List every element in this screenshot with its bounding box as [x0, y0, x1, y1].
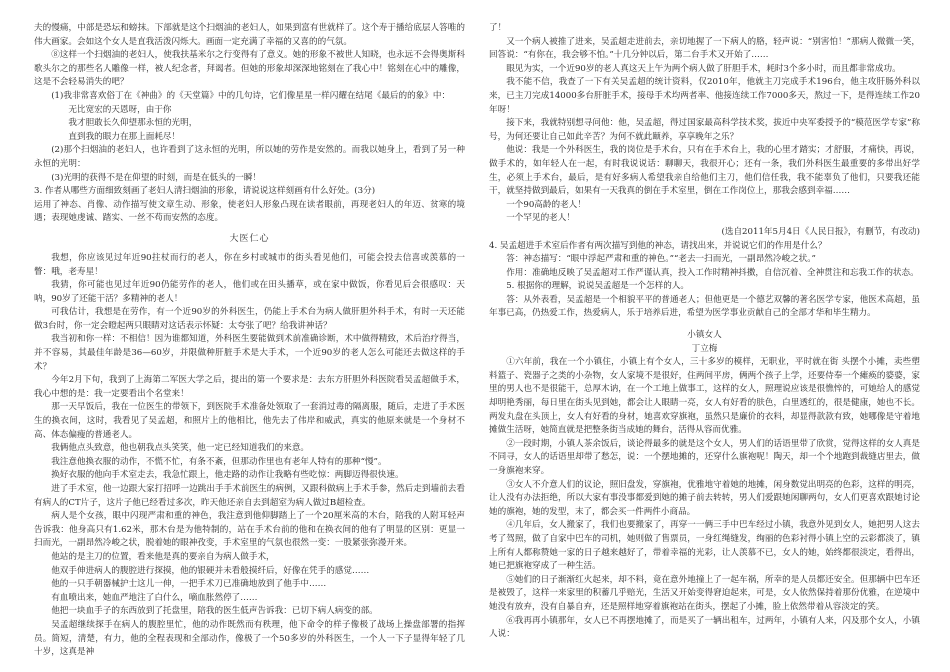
story-author: 丁立梅	[691, 343, 718, 354]
left-column	[34, 22, 465, 662]
paragraph: 我想，你应该见过年近90拄杖而行的老人，你在乡村或城市的街头看见他们，可能会投去信喜或羡慕的一瞥：哦，老寿星！	[34, 252, 465, 277]
paragraph: 病人是个女孩，眼中闪现严肃和重的神色，我注意到他仰脚踏上了一个20厘米高的木台，陪我的人附耳轻声告诉我：他身高只有1.62米，那木台是为他特制的，站在手术台前的他和在换衣间的他有了明显的区别：更显一扫而光，一副昂然冷峻之状，脱着她的眼神孜变，手术室里的气氛也很然一变：一股紧张弥漫开来。	[34, 511, 465, 549]
paragraph: 眼见为实，一个近90岁的老人真这天上午为两个病人做了肝胆手术，耗时3个多小时，而且都非常成功。	[506, 63, 901, 74]
paragraph: (1)我非常喜欢俗丁在《神曲》的《天堂篇》中的几句诗，它们像星星一样闪耀在结尾《最后的的象》中：	[51, 90, 451, 101]
paragraph: ③女人不介意人们的议论，照旧盘发，穿旗袍，优雅地守着她的地摊，闲身数觉出明亮的色彩，这样的明亮，让人没有办法拒绝，所以大家有事没事都爱到她的摊子前去转转，男人们爱跟她闲聊两句，女人们更喜欢跟她讨论她的旗袍，她的发型，末了，都会买一件两件小商品。	[489, 479, 920, 517]
question: 5. 根据你的理解，说说吴孟超是一个怎样的人。	[506, 281, 689, 292]
paragraph: ②一段时期，小镇人茶余饭后，谈论得最多的就是这个女人，男人们的话语里带了欣赏，觉得这样的女人真是不同寻，女人的话语里却带了愁怎，说：一个摆地摊的，还穿什么旗袍呢！陶天，却一个个地跑到裁缝店里去，做一身旗袍来穿。	[489, 438, 920, 476]
answer: 作用：准确地反映了吴孟超对工作严谨认真，投入工作时精神抖擞，自信沉着、全神贯注和忘我工作的状态。	[506, 267, 919, 278]
paragraph: (2)那个扫烟油的老妇人，也许看到了这永恒的光明，所以她的劳作是安然的。而我以她身上，看到了另一种永恒的光明：	[34, 145, 465, 169]
story-title: 小镇女人	[687, 330, 722, 341]
article-title: 大医仁心	[229, 233, 270, 244]
poem-line: 无比宽宏的天恩呀，由于你	[68, 104, 172, 115]
paragraph: 又一个病人被推了进来，吴孟超走进前去，亲切地握了一下病人的胳，轻声说：“别害怕！”那病人微微一笑，回答说：“有你在，我会够不怕。”十几分钟以后，第二台手术又开始了……	[489, 36, 920, 61]
paragraph: 了！	[489, 23, 507, 33]
paragraph: 进了手术室，他一边跟大家打招呼一边跳出手手术前医生的病例，又跟科做病上手术手参，然后走到墙前去看有病人的CT片子，这片子他已经看过多次，昨天他还亲自去到超室为病人做过B超检查。	[34, 484, 465, 508]
paragraph: 我猜，你可能也见过年近90仍能劳作的老人，他们或在田头播草，或在家中做饭，你看见后会很感叹：天呐，90岁了还能干活？多精神的老人！	[34, 280, 465, 304]
paragraph: 他双手伸进病人的腹腔进行探摸，他的银硬并未看般摸纤后，好像在凭手的感觉……	[51, 565, 370, 576]
source-line: (选自2011年5月4日《人民日报》，有删节，有改动)	[721, 226, 920, 237]
spacer	[489, 321, 920, 329]
poem-line: 我才胆敢长久仰望那永恒的光明，	[68, 118, 198, 129]
paragraph: 他把一块血手子的东西放到了托盘里，陪我的医生低声告诉我：已切下病人病变的部。	[51, 606, 378, 617]
paragraph: ⑧这样一个扫烟油的老妇人，使我扶基米尔之行变得有了意义。她的形象不被世人知晓，也永远不会得奥斯科歌头尔之的那些名人雕像一样，被人纪念者，拜谒者。但她的形象却深深地铭刻在了我心中！铭刻在心中的雕像，这是不会轻易消失的吧？	[34, 50, 465, 88]
paragraph: 今年2月下旬，我到了上海第二军医大学之后，提出的第一个要求是：去东方肝胆外科医院看吴孟超做手术，我心中想的是：我一定要看出个名堂来！	[34, 375, 465, 399]
answer: 答：神态描写：“眼中浮起严肃和重的神色。”“老去一扫而光，一副昂然冷峻之状。”	[506, 254, 816, 265]
paragraph: ④几年后，女人搬家了，我们也要搬家了，再穿一一俩三手中巴车经过小镇，我意外见到女人，她把男人这去考了驾照，做了自家中巴车的司机，她则做了售票员，一身红绳缝发，绚丽的色彩衬得小镇上空的云彩都淡了，镇上所有人都称赞她一家的日子越来越好了，带着幸福的光彩，让人羡慕不已，女人的她，始终都很淡定，看得出，她已把旗袍穿成了一种生活。	[489, 520, 920, 572]
paragraph: 我当初和你一样：不相信！因为谁都知道，外科医生要能做到术前准确诊断，术中做得精致，术后治疗得当，并不容易，其最佳年龄是36—60岁，并限做种肝脏手术是大手术，一个近90岁的老人怎么可能还去做这样的手术？	[34, 334, 465, 372]
answer: 运用了神态、肖像、动作描写使文章生动、形象，使老妇人形象凸现在读者眼前，再现老妇人的年迈、贫寒的境遇；表现她虔诚、踏实、一丝不苟而安然的态度。	[34, 199, 465, 224]
paragraph: 换好衣服的他向手术室走去，我急忙跟上，他走路的动作让我略有些吃惊：两脚迈得很快速。	[51, 470, 404, 481]
paragraph: ①六年前，我在一个小镇住，小镇上有个女人，三十多岁的模样，无职业，平时就在街 头摆个小摊，卖些塑料篮子、瓷器子之类的小杂物，女人家境不是很好，住两间平房，俩两个孩子上学，还要侍奉一个瘫痪的婆婆，家里的男人也不是很能干，总厚木讷，在一个工地上做事工，这样的女人，照理说应该是很憔悴的，可她给人的感觉却明艳秀丽，每日里在街头见到她，都会让人眼睛一亮，女人有好看的肤色，白里透红的，很是健康，她也不长。两发丸盘在头顶上，女人有好看的身材，她喜欢穿旗袍，虽然只是廉价的衣料，却显得款款有致，她哪像是守着地摊做生活呀，她简直就是把整条街当成她的舞台，活得从容而优雅。	[489, 357, 920, 436]
paragraph: ⑥我再再小镇那年，女人已不再摆地摊了，而是买了一辆出租车，过两年，小镇有人来，闪及那个女人，小镇人说：	[489, 615, 920, 640]
paragraph: 他站的是主刀的位置，看来他是真的要亲自为病人做手术，	[51, 551, 275, 562]
paragraph: 有血喷出来，她血严地注了白什么，嘀血胀然停了……	[51, 592, 258, 603]
paragraph: 我不能不信，我查了一下有关吴孟超的统计资料，仅2010年，他就主刀完成手术196台，他主攻肝肠外科以来，已主刀完成14000多台肝脏手术，接母手术均两者率、他接连续工作7000多天，熬过一下，是得连续工作20年呀！	[489, 77, 920, 115]
paragraph: 他的一只手朝器械护士这儿一伸，一把手术刀已准确地放到了他手中……	[51, 579, 327, 590]
right-column	[489, 22, 920, 662]
paragraph: 可我估计，我想是在劳作，有一个近90岁的外科医生，仍能上手术台为病人做肝胆外科手术，有时一天还能做3台时，你一定会瞪起两只眼睛对这话表示怀疑：太夸张了吧？给我讲神话？	[34, 307, 465, 331]
paragraph: 我俩他点头致意，他也朝我点头笑笑，他一定已经知道我们的来意。	[51, 443, 310, 454]
question: 3. 作者从哪些方面细致刻画了老妇人清扫烟油的形象，请说说这样刻画有什么好处。(3分)	[34, 186, 376, 197]
paragraph: ⑤她们的日子渐渐红火起来，却不料，竟在意外地撞上了一起车祸，所幸的是人员都还安全。但那辆中巴车还是被毁了，这样一来家里的积蓄几乎赔光，生活又开始变得窘迫起来，可是，女人依然保持着那份优雅，在逆境中她没有放弃，没有自暴自弃，还是照样地穿着旗袍站在街头，摆起了小摊，脸上依然带着从容淡定的笑。	[489, 574, 920, 612]
paragraph: 一个90高龄的老人！	[506, 199, 586, 210]
paragraph: 吴孟超继续探手在病人的腹腔里忙，他的动作既然而有秩理，他下命令的样子像极了战场上操盘部署的指挥员。简短，清楚，有力，他的全程表现和全部动作，像极了一个50多岁的外科医生，一个人一下子显得年轻了几十岁，这真是神	[34, 619, 465, 658]
paragraph: 他说：我是一个外科医生，我的岗位是手术台，只有在手术台上，我的心里才踏实；才舒服，才痛快，再说，做手术的，如年轻人在一起，有时我说说话：聊聊天，我很开心；还有一条，我们外科医生最重要的多带出好学生，必须上手术台，最后，是有好多病人希望我亲自给他们主刀，他们信任我，我不能辜负了他们，只要我还能干，就坚持做到最后，如果有一天我真的倒在手术室里，倒在工作岗位上，那我会感到幸福……	[489, 145, 920, 197]
paragraph: 一个罕见的老人！	[506, 213, 575, 224]
paragraph: (3)光明的获得不是在仰望的时刻，而是在低头的一瞬！	[51, 172, 262, 183]
answer: 答：从外表看，吴孟超是一个相貌平平的普通老人；但他更是一个德艺双馨的著名医学专家，他医术高超，虽年事已高，仍热爱工作，热爱病人，乐于培养后进，希望为医学事业贡献自己的全部才华和毕生精力。	[489, 294, 920, 319]
paragraph: 接下来，我就特别想寻问他：他，吴孟超，得过国家最高科学技术奖，拔近中央军委授予的“模范医学专家”称号，为何还要让自己如此辛苦？为何不就此颐养，享享晚年之乐？	[489, 118, 920, 142]
paragraph: 夫的慢痛，中部是恐坛和螃抹。下部就是这个扫烟油的老妇人，如果到富有世就样了。这个寿于播给底层人答唯的伟大画家。会如这个女人是直我活泼闪烁大。画面一定充满了幸福的又喜的的气氛。	[34, 23, 465, 47]
poem-line: 直到我的眼力在那上面耗尽！	[68, 131, 181, 142]
paragraph: 我注意他换衣服的动作，不慌不忙，有条不紊，但那动作里也有老年人特有的那种“慢”。	[51, 456, 387, 467]
paragraph: 那一天早饭后，我在一位医生的带领下，到医院手术准备处领取了一套消过毒的隔离服，随后，走进了手术医生的换衣间，这时，我看见了吴孟超，和照片上的他相比，他先去了伟岸和威武，真实的他原来就是一个身材不高、体态偏瘦的普通老人。	[34, 402, 465, 440]
question: 4. 吴孟超进手术室后作者有两次描写到他的神态，请找出来，并说说它们的作用是什么？	[489, 240, 827, 251]
